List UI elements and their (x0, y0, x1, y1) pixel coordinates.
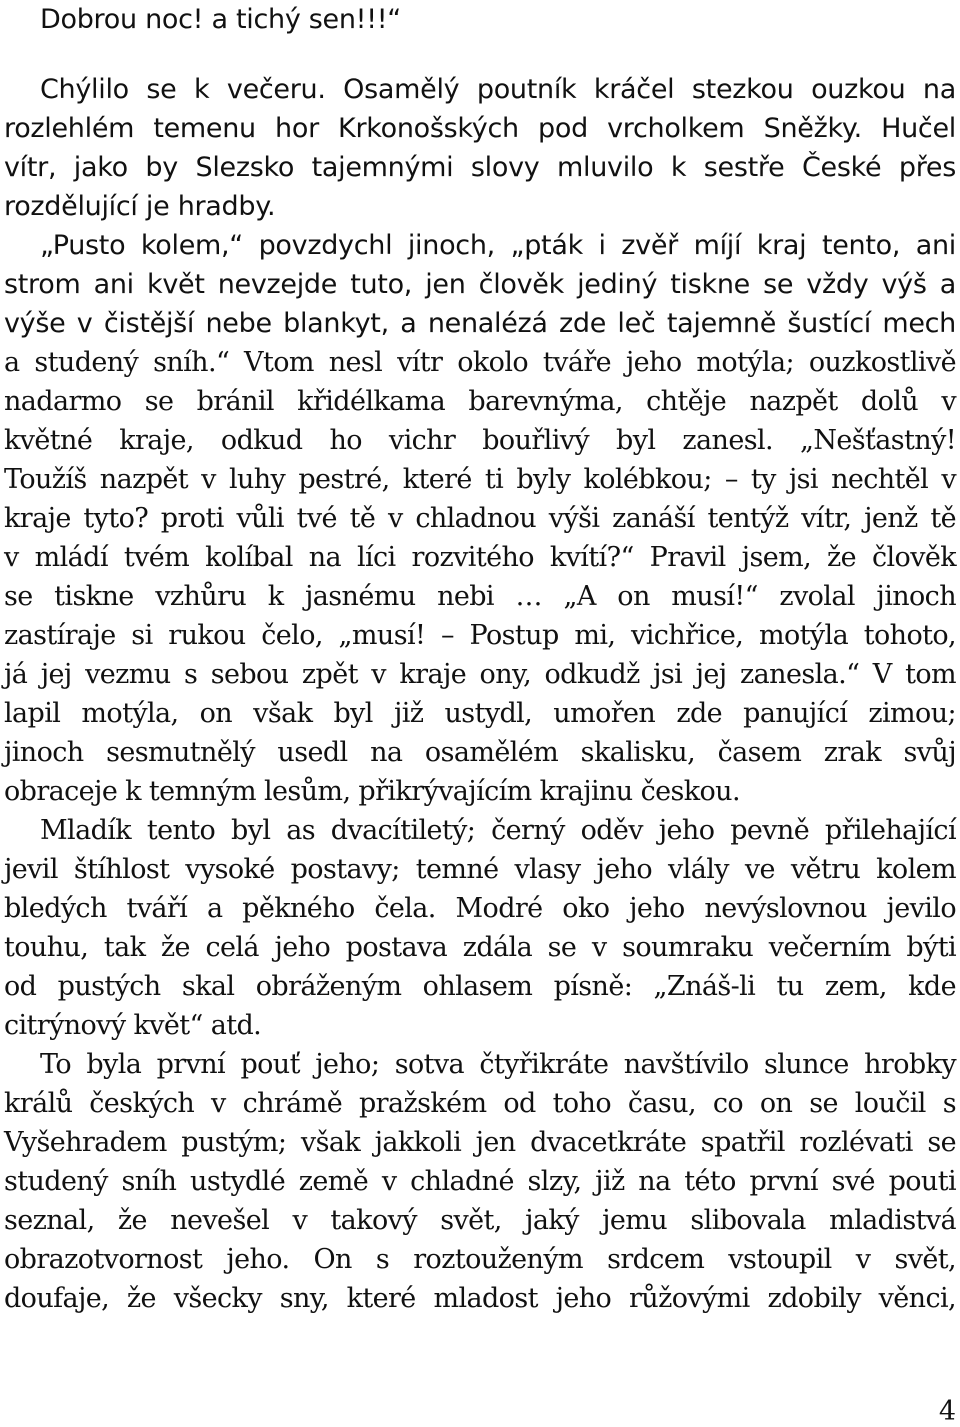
text-line: od pustých skal obráženým ohlasem písně: „Znáš-li tu zem, kde (4, 971, 956, 1002)
text-line: jevil štíhlost vysoké postavy; temné vlasy jeho vlály ve větru kolem (4, 854, 956, 885)
text-line: citrýnový květ“ atd. (4, 1010, 262, 1041)
text-line: doufaje, že všecky sny, které mladost jeho růžovými zdobily věnci, (4, 1283, 956, 1314)
text-line: Vyšehradem pustým; však jakkoli jen dvacetkráte spatřil rozlévati se (4, 1127, 956, 1158)
text-line: vítr, jako by Slezsko tajemnými slovy mluvilo k sestře České přes (4, 152, 956, 183)
text-line: a studený sníh.“ Vtom nesl vítr okolo tváře jeho motýla; ouzkostlivě (4, 347, 956, 378)
text-line: seznal, že nevešel v takový svět, jaký jemu slibovala mladistvá (4, 1205, 956, 1236)
text-line: se tiskne vzhůru k jasnému nebi … „A on musí!“ zvolal jinoch (4, 581, 956, 612)
text-line: nadarmo se bránil křidélkama barevnýma, chtěje nazpět dolů v (4, 386, 956, 417)
text-line: obrazotvornost jeho. On s roztouženým srdcem vstoupil v svět, (4, 1244, 956, 1275)
text-line: „Pusto kolem,“ povzdychl jinoch, „pták i zvěř míjí kraj tento, ani (40, 230, 956, 261)
text-line: kraje tyto? proti vůli tvé tě v chladnou výši zanáší tentýž vítr, jenž tě (4, 503, 956, 534)
text-line: obraceje k temným lesům, přikrývajícím krajinu českou. (4, 776, 740, 807)
text-line: králů českých v chrámě pražském od toho času, co on se loučil s (4, 1088, 956, 1119)
text-line: studený sníh ustydlé země v chladné slzy, již na této první své pouti (4, 1166, 956, 1197)
text-line: lapil motýla, on však byl již ustydl, umořen zde panující zimou; (4, 698, 956, 729)
text-line: rozdělující je hradby. (4, 191, 276, 222)
text-line: Toužíš nazpět v luhy pestré, které ti byly kolébkou; – ty jsi nechtěl v (4, 464, 956, 495)
text-line: To byla první pouť jeho; sotva čtyřikráte navštívilo slunce hrobky (40, 1049, 956, 1080)
text-line: jinoch sesmutnělý usedl na osamělém skalisku, časem zrak svůj (4, 737, 956, 768)
text-line: zastíraje si rukou čelo, „musí! – Postup mi, vichřice, motýla tohoto, (4, 620, 956, 651)
text-line: květné kraje, odkud ho vichr bouřlivý byl zanesl. „Nešťastný! (4, 425, 956, 456)
text-line: bledých tváří a pěkného čela. Modré oko jeho nevýslovnou jevilo (4, 893, 956, 924)
text-line: Dobrou noc! a tichý sen!!!“ (40, 4, 401, 35)
text-line: Chýlilo se k večeru. Osamělý poutník kráčel stezkou ouzkou na (40, 74, 956, 105)
text-line: rozlehlém temenu hor Krkonošských pod vrcholkem Sněžky. Hučel (4, 113, 956, 144)
text-line: v mládí tvém kolíbal na líci rozvitého kvítí?“ Pravil jsem, že člověk (4, 542, 956, 573)
page-number: 4 (938, 1396, 956, 1427)
text-line: strom ani květ nevzejde tuto, jen člověk jediný tiskne se vždy výš a (4, 269, 956, 300)
text-line: výše v čistější nebe blankyt, a nenalézá zde leč tajemně šustící mech (4, 308, 956, 339)
text-line: já jej vezmu s sebou zpět v kraje ony, odkudž jsi jej zanesla.“ V tom (4, 659, 956, 690)
text-line: touhu, tak že celá jeho postava zdála se v soumraku večerním býti (4, 932, 956, 963)
text-line: Mladík tento byl as dvacítiletý; černý oděv jeho pevně přilehající (40, 815, 956, 846)
